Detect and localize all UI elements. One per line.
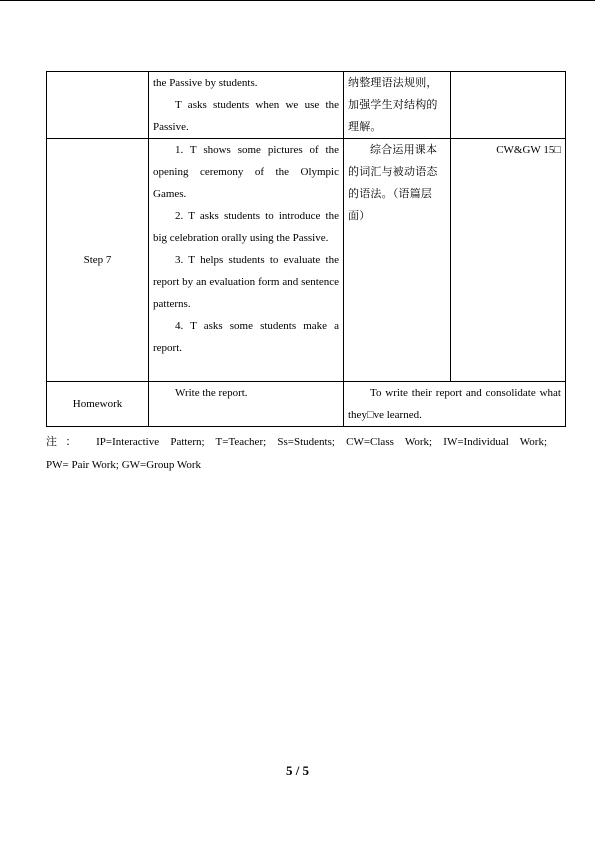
step-cell xyxy=(47,72,149,139)
table-row xyxy=(47,72,566,139)
activity-line: T asks students when we use the Passive. xyxy=(153,99,339,133)
table-row xyxy=(47,139,566,382)
activity-text: Write the report. xyxy=(175,387,248,399)
activity-cell xyxy=(149,382,344,427)
footnote-line: 注： IP=Interactive Pattern; T=Teacher; Ss=Students; CW=Class Work; IW=Individual Work; xyxy=(46,436,547,448)
purpose-text: 纳整理语法规则，加强学生对结构的理解。 xyxy=(348,76,438,133)
purpose-cell xyxy=(344,382,566,427)
step-cell: Homework xyxy=(47,382,149,427)
activity-item: 2. T asks students to introduce the big celebration orally using the Passive. xyxy=(153,210,339,244)
page-number: 5 / 5 xyxy=(285,763,310,778)
activity-cell xyxy=(149,72,344,139)
activity-item: 3. T helps students to evaluate the report by an evaluation form and sentence patterns. xyxy=(153,254,339,310)
footnote xyxy=(46,431,547,477)
activity-line: the Passive by students. xyxy=(153,77,258,89)
purpose-text: 综合运用课本的词汇与被动语态的语法。（语篇层面） xyxy=(348,143,438,222)
footnote-line: PW= Pair Work; GW=Group Work xyxy=(46,459,202,471)
purpose-cell xyxy=(344,72,451,139)
page-top-rule xyxy=(0,0,595,1)
lesson-plan-table xyxy=(46,71,566,427)
purpose-cell xyxy=(344,139,451,382)
ip-cell xyxy=(451,72,566,139)
activity-item: 1. T shows some pictures of the opening ceremony of the Olympic Games. xyxy=(153,144,339,200)
activity-item: 4. T asks some students make a report. xyxy=(153,320,339,354)
activity-cell xyxy=(149,139,344,382)
purpose-text: To write their report and consolidate what they□ve learned. xyxy=(348,387,561,421)
ip-cell xyxy=(451,139,566,382)
table-row xyxy=(47,382,566,427)
step-cell: Step 7 xyxy=(47,139,149,382)
ip-text: CW&GW 15□ xyxy=(496,144,561,156)
